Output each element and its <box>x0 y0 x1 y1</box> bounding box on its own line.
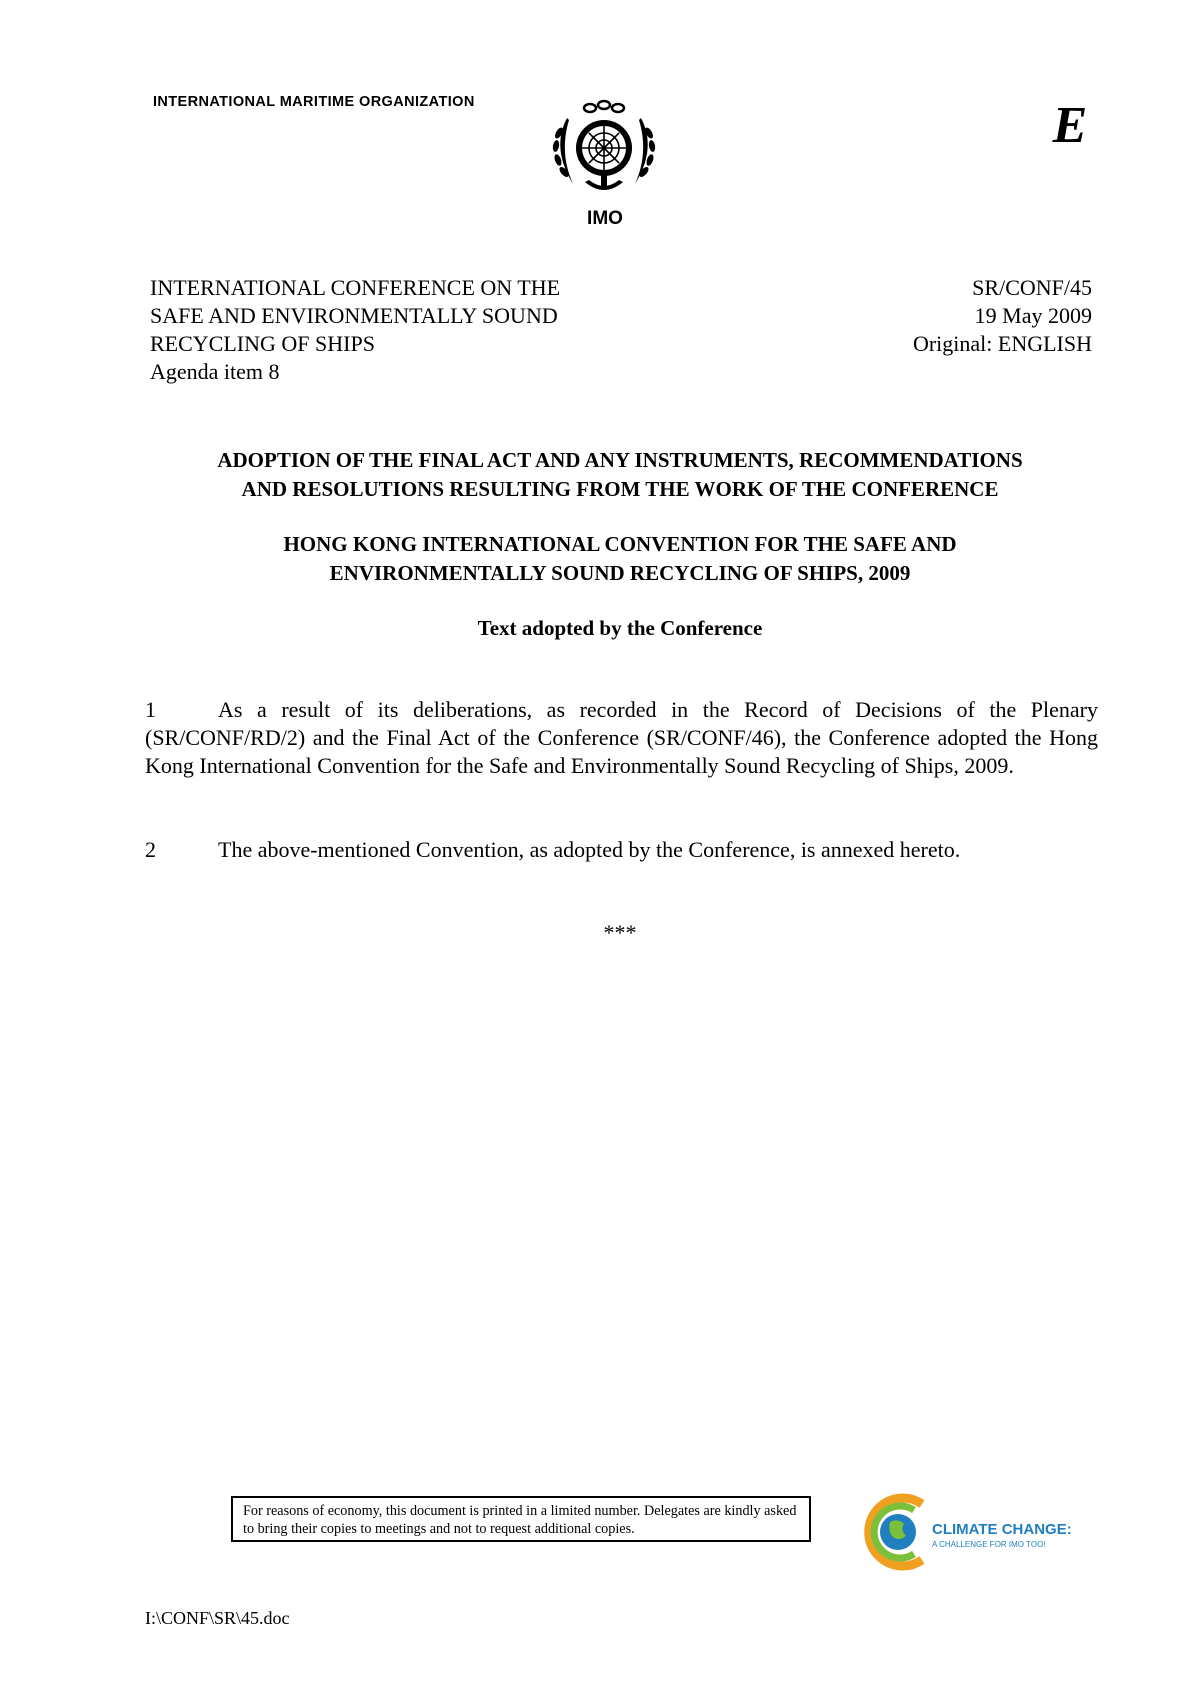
main-heading-line: AND RESOLUTIONS RESULTING FROM THE WORK OF THE CONFERENCE <box>241 477 999 501</box>
climate-change-globe-icon <box>869 1498 922 1566</box>
organization-name: INTERNATIONAL MARITIME ORGANIZATION <box>153 94 475 110</box>
logo-tagline: A CHALLENGE FOR IMO TOO! <box>932 1540 1046 1549</box>
document-date: 19 May 2009 <box>974 303 1092 328</box>
paragraph-2 <box>145 836 1098 864</box>
sub-heading-line: HONG KONG INTERNATIONAL CONVENTION FOR THE SAFE AND <box>283 532 957 556</box>
file-path: I:\CONF\SR\45.doc <box>145 1608 290 1628</box>
conference-line: RECYCLING OF SHIPS <box>150 331 375 356</box>
paragraph-number: 2 <box>145 837 156 862</box>
reference-block <box>913 274 1092 358</box>
paragraph-number: 1 <box>145 697 156 722</box>
imo-label: IMO <box>587 208 623 229</box>
conference-line: INTERNATIONAL CONFERENCE ON THE <box>150 275 561 300</box>
paragraph-text: The above-mentioned Convention, as adopted by the Conference, is annexed hereto. <box>218 837 961 862</box>
document-symbol: SR/CONF/45 <box>972 275 1092 300</box>
main-heading-line: ADOPTION OF THE FINAL ACT AND ANY INSTRUMENTS, RECOMMENDATIONS <box>217 448 1023 472</box>
sub-heading-line: ENVIRONMENTALLY SOUND RECYCLING OF SHIPS, 2009 <box>329 561 911 585</box>
conference-block <box>150 274 560 386</box>
paragraph-1 <box>145 696 1098 780</box>
original-language: Original: ENGLISH <box>912 331 1092 356</box>
conference-line: SAFE AND ENVIRONMENTALLY SOUND <box>150 303 558 328</box>
paragraph-text: As a result of its deliberations, as recorded in the Record of Decisions of the Plenary (SR/CONF/RD/2) and the Final Act of the Conference (SR/CONF/46), the Conference adopted the Hong Kong International Convention for the Safe and Environmentally Sound Recycling of Ships, 2009. <box>145 697 1098 778</box>
language-mark: E <box>1052 97 1088 154</box>
main-heading <box>140 446 1100 504</box>
economy-notice: For reasons of economy, this document is printed in a limited number. Delegates are kindly asked to bring their copies to meetings and not to request additional copies. <box>231 1496 811 1542</box>
imo-emblem-icon <box>545 98 663 198</box>
logo-title: CLIMATE CHANGE: <box>932 1521 1072 1538</box>
agenda-item: Agenda item 8 <box>150 359 280 384</box>
climate-change-logo <box>862 1492 1092 1572</box>
tertiary-heading: Text adopted by the Conference <box>477 616 763 640</box>
section-separator: *** <box>603 920 637 945</box>
sub-heading <box>140 530 1100 588</box>
